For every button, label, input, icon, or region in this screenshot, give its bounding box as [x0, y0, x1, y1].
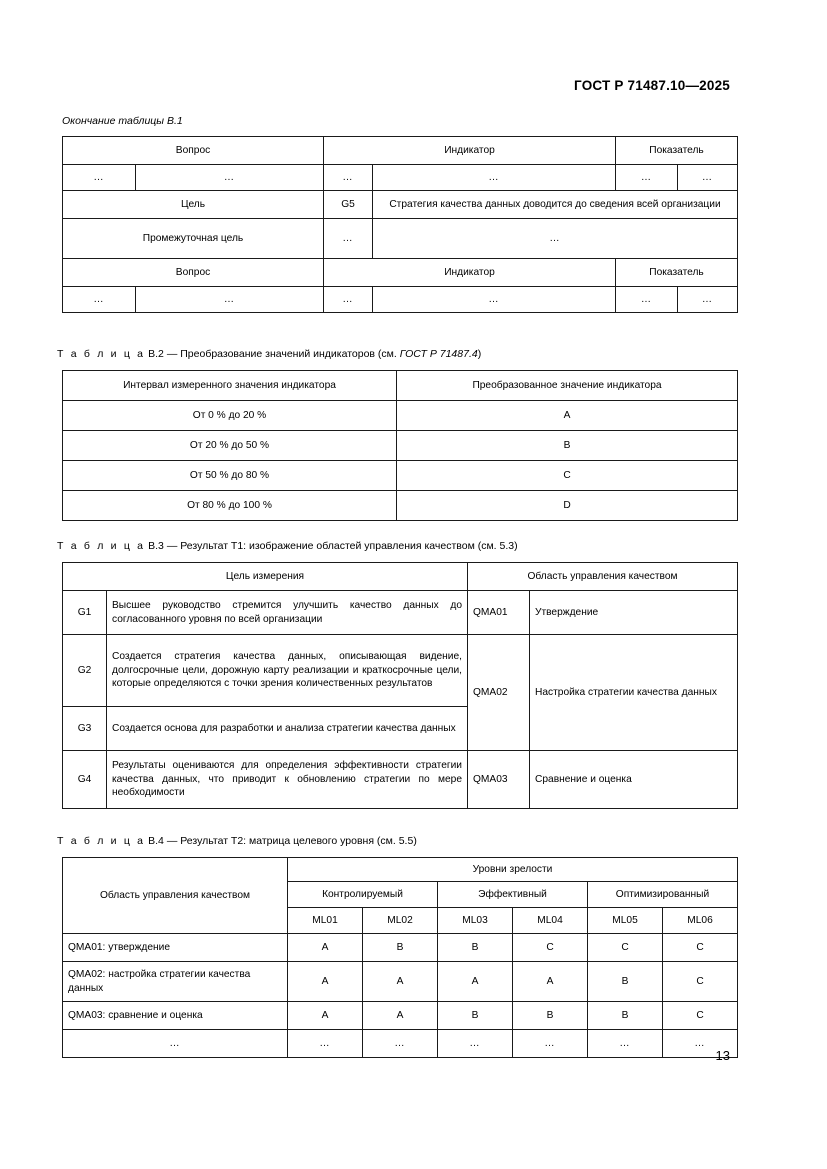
table-b4-caption: [57, 835, 417, 849]
table-row: [63, 491, 738, 521]
header-cell-level-group: Оптимизированный: [588, 882, 738, 908]
table-b2-caption: [57, 348, 481, 362]
cell-goal-text: Результаты оцениваются для определения эффективности стратегии качества данных, что приводит к обновлению стратегии по мере необходимости: [107, 751, 468, 809]
cell-qma-text: Сравнение и оценка: [530, 751, 738, 809]
cell-qma-code: QMA03: [468, 751, 530, 809]
cell-level-value: C: [663, 934, 738, 962]
caption-title: Результат Т2: матрица целевого уровня (см. 5.5): [180, 835, 417, 847]
table-row: [63, 635, 738, 707]
table-row: [63, 934, 738, 962]
cell-value: D: [397, 491, 738, 521]
cell-goal-code: G1: [63, 591, 107, 635]
cell-ellipsis: …: [324, 165, 373, 191]
cell-level-value: B: [438, 1002, 513, 1030]
caption-suffix: ): [477, 348, 482, 360]
cell-qma-text: Утверждение: [530, 591, 738, 635]
cell-value: A: [397, 401, 738, 431]
cell-goal-label: Цель: [63, 191, 324, 219]
header-cell-vopros: Вопрос: [63, 259, 324, 287]
table-row: [63, 962, 738, 1002]
cell-level-value: …: [288, 1030, 363, 1058]
cell-goal-text: Создается основа для разработки и анализа стратегии качества данных: [107, 707, 468, 751]
cell-interval: От 0 % до 20 %: [63, 401, 397, 431]
cell-level-value: C: [588, 934, 663, 962]
table-b1: [62, 136, 738, 313]
table-row: [63, 431, 738, 461]
cell-area: QMA01: утверждение: [63, 934, 288, 962]
cell-level-value: C: [663, 962, 738, 1002]
table-row-goal: [63, 191, 738, 219]
header-cell-pokazatel: Показатель: [616, 137, 738, 165]
cell-goal-code: G4: [63, 751, 107, 809]
cell-ellipsis: …: [136, 165, 324, 191]
cell-level-value: A: [288, 962, 363, 1002]
header-cell-level-group: Контролируемый: [288, 882, 438, 908]
table-row: [63, 371, 738, 401]
cell-level-value: …: [363, 1030, 438, 1058]
table-row: [63, 461, 738, 491]
header-cell-level-group: Эффективный: [438, 882, 588, 908]
table-b3-caption: [57, 540, 518, 554]
caption-number: В.3: [148, 540, 164, 552]
table-row: [63, 1030, 738, 1058]
cell-qma-code: QMA02: [468, 635, 530, 751]
cell-level-value: B: [588, 1002, 663, 1030]
cell-level-value: …: [588, 1030, 663, 1058]
cell-ellipsis: …: [373, 165, 616, 191]
caption-prefix: Т а б л и ц а: [57, 835, 146, 847]
caption-reference: ГОСТ Р 71487.4: [399, 348, 478, 360]
cell-interval: От 20 % до 50 %: [63, 431, 397, 461]
table-b2: [62, 370, 738, 521]
header-cell-indikator: Индикатор: [324, 259, 616, 287]
cell-area: …: [63, 1030, 288, 1058]
header-cell-converted: Преобразованное значение индикатора: [397, 371, 738, 401]
cell-level-value: A: [288, 934, 363, 962]
cell-goal-text: Стратегия качества данных доводится до сведения всей организации: [373, 191, 738, 219]
cell-goal-code: G2: [63, 635, 107, 707]
cell-level-value: A: [363, 962, 438, 1002]
table-row-subgoal: [63, 219, 738, 259]
cell-area: QMA02: настройка стратегии качества данных: [63, 962, 288, 1002]
cell-area: QMA03: сравнение и оценка: [63, 1002, 288, 1030]
cell-goal-text: Высшее руководство стремится улучшить качество данных до согласованного уровня по всей организации: [107, 591, 468, 635]
caption-number: В.2: [148, 348, 164, 360]
header-cell-maturity-levels: Уровни зрелости: [288, 858, 738, 882]
cell-level-value: …: [438, 1030, 513, 1058]
table-b3: [62, 562, 738, 809]
caption-prefix: Т а б л и ц а: [57, 540, 146, 552]
table-b1-caption: Окончание таблицы В.1: [62, 115, 183, 127]
cell-level-value: C: [663, 1002, 738, 1030]
standard-header: ГОСТ Р 71487.10—2025: [574, 78, 730, 93]
table-row: [63, 563, 738, 591]
cell-level-value: B: [363, 934, 438, 962]
caption-dash: —: [166, 348, 178, 360]
header-cell-vopros: Вопрос: [63, 137, 324, 165]
cell-value: B: [397, 431, 738, 461]
table-row: [63, 751, 738, 809]
caption-dash: —: [166, 540, 178, 552]
header-cell-area: Область управления качеством: [63, 858, 288, 934]
table-row: [63, 858, 738, 882]
header-cell-level-code: ML06: [663, 908, 738, 934]
cell-ellipsis: …: [616, 165, 678, 191]
cell-value: C: [397, 461, 738, 491]
caption-number: В.4: [148, 835, 164, 847]
header-cell-level-code: ML05: [588, 908, 663, 934]
cell-ellipsis: …: [373, 287, 616, 313]
cell-level-value: A: [288, 1002, 363, 1030]
header-cell-pokazatel: Показатель: [616, 259, 738, 287]
cell-qma-text: Настройка стратегии качества данных: [530, 635, 738, 751]
cell-ellipsis: …: [324, 287, 373, 313]
cell-ellipsis: …: [678, 165, 738, 191]
header-cell-interval: Интервал измеренного значения индикатора: [63, 371, 397, 401]
cell-level-value: C: [513, 934, 588, 962]
caption-prefix: Т а б л и ц а: [57, 348, 146, 360]
header-cell-indikator: Индикатор: [324, 137, 616, 165]
cell-level-value: B: [588, 962, 663, 1002]
cell-level-value: A: [513, 962, 588, 1002]
table-row: [63, 165, 738, 191]
caption-title: Результат Т1: изображение областей управления качеством (см. 5.3): [180, 540, 518, 552]
cell-level-value: B: [513, 1002, 588, 1030]
header-cell-level-code: ML04: [513, 908, 588, 934]
table-b4: [62, 857, 738, 1058]
cell-qma-code: QMA01: [468, 591, 530, 635]
caption-title: Преобразование значений индикаторов (см.: [180, 348, 397, 360]
cell-goal-code: G5: [324, 191, 373, 219]
cell-level-value: …: [513, 1030, 588, 1058]
header-cell-qma: Область управления качеством: [468, 563, 738, 591]
cell-subgoal-label: Промежуточная цель: [63, 219, 324, 259]
cell-level-value: A: [438, 962, 513, 1002]
header-cell-level-code: ML01: [288, 908, 363, 934]
cell-subgoal-text: …: [373, 219, 738, 259]
header-cell-level-code: ML03: [438, 908, 513, 934]
header-cell-level-code: ML02: [363, 908, 438, 934]
table-row: [63, 287, 738, 313]
cell-level-value: …: [663, 1030, 738, 1058]
header-cell-goal: Цель измерения: [63, 563, 468, 591]
cell-goal-code: G3: [63, 707, 107, 751]
cell-ellipsis: …: [63, 287, 136, 313]
cell-ellipsis: …: [136, 287, 324, 313]
cell-ellipsis: …: [616, 287, 678, 313]
table-row: [63, 591, 738, 635]
cell-level-value: B: [438, 934, 513, 962]
cell-interval: От 50 % до 80 %: [63, 461, 397, 491]
table-row: [63, 401, 738, 431]
page-number: 13: [715, 1048, 730, 1063]
cell-level-value: A: [363, 1002, 438, 1030]
cell-ellipsis: …: [678, 287, 738, 313]
table-row: [63, 1002, 738, 1030]
table-row: [63, 259, 738, 287]
cell-subgoal-code: …: [324, 219, 373, 259]
caption-dash: —: [166, 835, 178, 847]
cell-goal-text: Создается стратегия качества данных, описывающая видение, долгосрочные цели, дорожную карту реализации и краткосрочные цели, которые определяются с точки зрения количественных результатов: [107, 635, 468, 707]
cell-interval: От 80 % до 100 %: [63, 491, 397, 521]
table-row: [63, 137, 738, 165]
cell-ellipsis: …: [63, 165, 136, 191]
